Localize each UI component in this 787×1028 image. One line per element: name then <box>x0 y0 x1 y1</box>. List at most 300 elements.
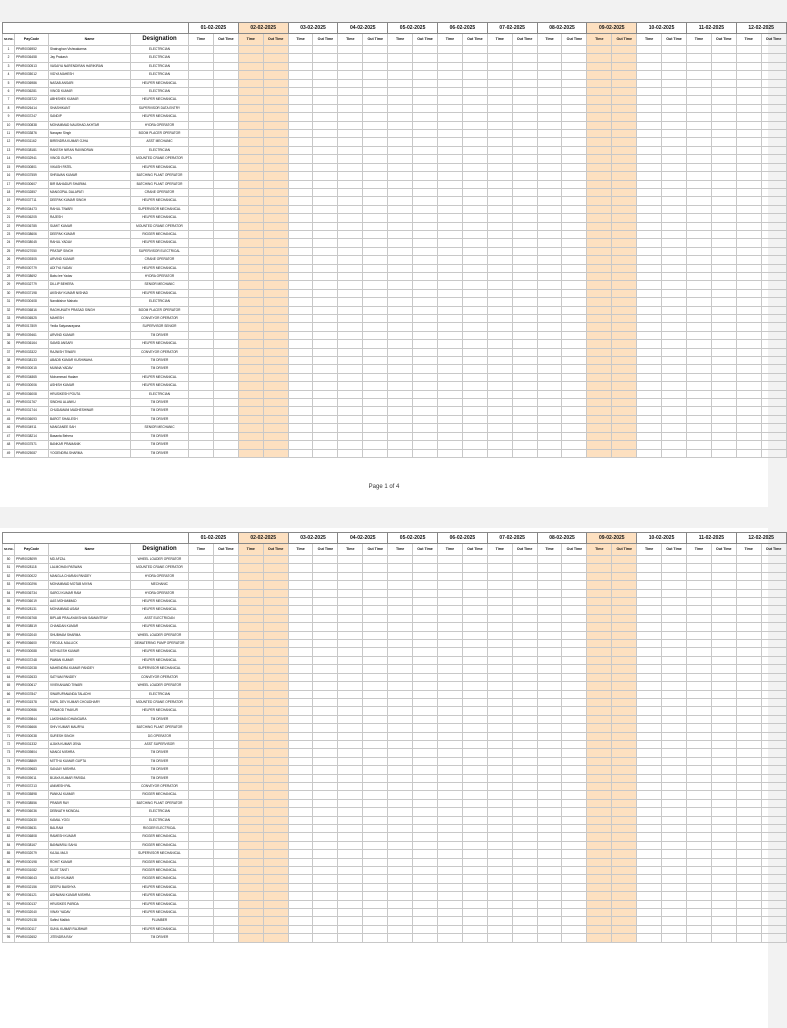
in-time-cell <box>238 365 263 373</box>
in-time-cell <box>288 715 313 723</box>
table-row <box>3 331 787 339</box>
out-time-cell <box>313 782 338 790</box>
in-time-cell <box>288 900 313 908</box>
out-time-cell <box>363 247 388 255</box>
out-time-cell <box>761 298 786 306</box>
out-time-cell <box>413 188 438 196</box>
in-time-cell <box>189 808 214 816</box>
out-time-cell <box>363 598 388 606</box>
in-time-cell <box>338 306 363 314</box>
in-time-cell <box>686 833 711 841</box>
sr-no-cell: 40 <box>3 373 15 381</box>
designation-cell: HYDRA OPERATOR <box>131 589 189 597</box>
in-time-cell <box>686 740 711 748</box>
paycode-cell: PP#R0037248 <box>15 656 49 664</box>
in-time-cell <box>736 214 761 222</box>
in-time-cell <box>238 556 263 564</box>
in-time-cell <box>238 900 263 908</box>
out-time-cell <box>462 96 487 104</box>
name-cell: RAJNISH TIWARI <box>49 348 131 356</box>
column-header-row <box>3 34 787 46</box>
out-time-cell <box>413 808 438 816</box>
out-time-cell <box>662 449 687 457</box>
out-time-cell <box>413 172 438 180</box>
sr-no-cell: 27 <box>3 264 15 272</box>
out-time-cell <box>711 432 736 440</box>
designation-cell: ELECTRICIAN <box>131 54 189 62</box>
out-time-cell <box>462 247 487 255</box>
date-header: 07-02-2025 <box>487 23 537 34</box>
in-time-cell <box>437 732 462 740</box>
in-time-cell <box>487 146 512 154</box>
out-time-cell <box>711 934 736 942</box>
in-time-cell <box>338 62 363 70</box>
sr-no-cell: 33 <box>3 315 15 323</box>
table-row <box>3 62 787 70</box>
in-time-cell <box>637 365 662 373</box>
out-time-cell <box>562 925 587 933</box>
table-row <box>3 382 787 390</box>
in-time-cell <box>587 757 612 765</box>
out-time-cell <box>462 766 487 774</box>
out-time-cell <box>462 589 487 597</box>
out-time-cell <box>512 180 537 188</box>
out-time-cell <box>612 130 637 138</box>
out-time-cell <box>313 256 338 264</box>
in-time-cell <box>736 399 761 407</box>
sr-no-cell: 6 <box>3 88 15 96</box>
out-time-cell <box>462 816 487 824</box>
in-time-cell <box>388 648 413 656</box>
sr-no-cell: 35 <box>3 331 15 339</box>
in-time-cell <box>338 673 363 681</box>
out-time-cell <box>662 315 687 323</box>
out-time-cell <box>462 850 487 858</box>
out-time-cell <box>562 892 587 900</box>
out-time-cell <box>363 850 388 858</box>
in-time-cell <box>238 808 263 816</box>
out-time-cell <box>711 673 736 681</box>
out-time-cell <box>462 424 487 432</box>
out-time-cell <box>363 867 388 875</box>
in-time-cell <box>487 816 512 824</box>
out-time-cell <box>313 656 338 664</box>
time-header: Time <box>587 544 612 556</box>
out-time-cell <box>263 357 288 365</box>
out-time-cell <box>263 315 288 323</box>
out-time-cell <box>761 146 786 154</box>
in-time-cell <box>736 172 761 180</box>
out-time-cell <box>413 113 438 121</box>
out-time-cell <box>562 598 587 606</box>
out-time-cell <box>761 256 786 264</box>
table-row <box>3 264 787 272</box>
out-time-cell <box>363 289 388 297</box>
name-cell: ARVIND KUMAR <box>49 256 131 264</box>
out-time-cell <box>413 298 438 306</box>
sr-no-cell: 61 <box>3 648 15 656</box>
in-time-cell <box>437 673 462 681</box>
out-time-cell <box>263 732 288 740</box>
in-time-cell <box>587 289 612 297</box>
in-time-cell <box>736 816 761 824</box>
in-time-cell <box>189 54 214 62</box>
out-time-cell <box>213 715 238 723</box>
out-time-cell <box>363 883 388 891</box>
out-time-cell <box>711 188 736 196</box>
in-time-cell <box>437 749 462 757</box>
designation-cell: RIGGER MECHANICAL <box>131 833 189 841</box>
out-time-cell <box>313 146 338 154</box>
out-time-cell <box>263 707 288 715</box>
designation-cell: TM DRIVER <box>131 331 189 339</box>
in-time-cell <box>189 96 214 104</box>
name-cell: RAGHUNATH PRASAD SINGH <box>49 306 131 314</box>
in-time-cell <box>338 640 363 648</box>
in-time-cell <box>388 606 413 614</box>
sr-no-cell: 32 <box>3 306 15 314</box>
in-time-cell <box>437 715 462 723</box>
out-time-cell <box>462 130 487 138</box>
sr-no-cell: 57 <box>3 614 15 622</box>
in-time-cell <box>736 407 761 415</box>
sr-no-cell: 68 <box>3 707 15 715</box>
in-time-cell <box>686 690 711 698</box>
in-time-cell <box>487 256 512 264</box>
in-time-cell <box>288 614 313 622</box>
in-time-cell <box>437 449 462 457</box>
out-time-cell <box>562 556 587 564</box>
table-row <box>3 917 787 925</box>
in-time-cell <box>189 239 214 247</box>
out-time-cell <box>761 682 786 690</box>
out-time-cell <box>263 214 288 222</box>
in-time-cell <box>537 900 562 908</box>
out-time-cell <box>512 432 537 440</box>
name-cell: DEEPAK KUMAR <box>49 230 131 238</box>
designation-cell: SUPERVISOR MECHANICAL <box>131 205 189 213</box>
out-time-cell <box>562 917 587 925</box>
out-time-cell <box>612 46 637 54</box>
out-time-cell <box>562 766 587 774</box>
in-time-cell <box>537 648 562 656</box>
out-time-cell <box>711 130 736 138</box>
time-header: Time <box>288 544 313 556</box>
in-time-cell <box>637 614 662 622</box>
out-time-cell <box>213 298 238 306</box>
out-time-cell <box>462 71 487 79</box>
in-time-cell <box>238 71 263 79</box>
in-time-cell <box>736 71 761 79</box>
paycode-cell: PP#R0030198 <box>15 858 49 866</box>
in-time-cell <box>338 239 363 247</box>
table-row <box>3 749 787 757</box>
in-time-cell <box>338 104 363 112</box>
out-time-cell <box>413 799 438 807</box>
in-time-cell <box>487 348 512 356</box>
out-time-cell <box>512 113 537 121</box>
paycode-cell: PP#R0038214 <box>15 432 49 440</box>
out-time-cell <box>562 833 587 841</box>
in-time-cell <box>189 564 214 572</box>
designation-cell: WHEEL LOADER OPERATOR <box>131 682 189 690</box>
name-cell: NASAB ANSARI <box>49 79 131 87</box>
in-time-cell <box>686 357 711 365</box>
table-row <box>3 323 787 331</box>
in-time-cell <box>388 883 413 891</box>
in-time-cell <box>686 867 711 875</box>
out-time-cell <box>213 340 238 348</box>
out-time-cell <box>462 407 487 415</box>
in-time-cell <box>437 390 462 398</box>
sr-no-cell: 11 <box>3 130 15 138</box>
sr-no-cell: 39 <box>3 365 15 373</box>
out-time-cell <box>711 598 736 606</box>
out-time-cell <box>263 925 288 933</box>
in-time-cell <box>238 841 263 849</box>
in-time-cell <box>537 88 562 96</box>
table-row <box>3 441 787 449</box>
in-time-cell <box>388 113 413 121</box>
in-time-cell <box>736 833 761 841</box>
out-time-cell <box>363 556 388 564</box>
name-cell: HRUSIKESH POUTA <box>49 390 131 398</box>
in-time-cell <box>487 825 512 833</box>
out-time-cell <box>662 348 687 356</box>
name-cell: BIJAYA KUMAR PARIDA <box>49 774 131 782</box>
in-time-cell <box>189 724 214 732</box>
in-time-cell <box>686 774 711 782</box>
out-time-cell <box>313 606 338 614</box>
in-time-cell <box>736 424 761 432</box>
out-time-cell <box>462 909 487 917</box>
out-time-cell <box>462 715 487 723</box>
in-time-cell <box>686 272 711 280</box>
time-header: Time <box>388 34 413 46</box>
in-time-cell <box>686 883 711 891</box>
out-time-cell <box>711 441 736 449</box>
table-row <box>3 799 787 807</box>
out-time-cell <box>562 589 587 597</box>
out-time-cell <box>213 272 238 280</box>
paycode-cell: PP#R0034865 <box>15 373 49 381</box>
in-time-cell <box>637 598 662 606</box>
in-time-cell <box>537 909 562 917</box>
out-time-cell <box>213 432 238 440</box>
out-time-cell <box>761 732 786 740</box>
out-time-header: Out Time <box>761 544 786 556</box>
in-time-cell <box>288 424 313 432</box>
out-time-cell <box>413 640 438 648</box>
in-time-cell <box>388 892 413 900</box>
in-time-cell <box>487 407 512 415</box>
in-time-cell <box>388 146 413 154</box>
in-time-cell <box>388 424 413 432</box>
table-row <box>3 892 787 900</box>
in-time-cell <box>288 415 313 423</box>
out-time-cell <box>413 130 438 138</box>
date-header-row <box>3 533 787 544</box>
out-time-cell <box>761 749 786 757</box>
in-time-cell <box>189 707 214 715</box>
out-time-cell <box>711 724 736 732</box>
out-time-cell <box>413 724 438 732</box>
in-time-cell <box>189 690 214 698</box>
out-time-cell <box>711 298 736 306</box>
table-row <box>3 909 787 917</box>
in-time-cell <box>388 272 413 280</box>
paycode-cell: PP#R0038519 <box>15 623 49 631</box>
in-time-cell <box>537 572 562 580</box>
in-time-cell <box>338 707 363 715</box>
in-time-cell <box>189 180 214 188</box>
in-time-cell <box>288 698 313 706</box>
out-time-cell <box>761 323 786 331</box>
in-time-cell <box>686 340 711 348</box>
in-time-cell <box>238 88 263 96</box>
name-cell: SUJIT TANTI <box>49 867 131 875</box>
table-row <box>3 138 787 146</box>
out-time-cell <box>263 298 288 306</box>
out-time-cell <box>263 449 288 457</box>
table-row <box>3 631 787 639</box>
in-time-cell <box>487 214 512 222</box>
out-time-cell <box>313 572 338 580</box>
in-time-cell <box>736 239 761 247</box>
paycode-cell: PP#R0029138 <box>15 917 49 925</box>
out-time-cell <box>313 424 338 432</box>
paycode-cell: PP#R0036785 <box>15 222 49 230</box>
in-time-cell <box>338 390 363 398</box>
out-time-cell <box>562 163 587 171</box>
in-time-cell <box>288 850 313 858</box>
out-time-cell <box>363 79 388 87</box>
out-time-cell <box>612 766 637 774</box>
in-time-cell <box>238 715 263 723</box>
in-time-cell <box>537 799 562 807</box>
out-time-cell <box>662 724 687 732</box>
time-header: Time <box>437 34 462 46</box>
out-time-cell <box>761 673 786 681</box>
in-time-cell <box>189 130 214 138</box>
in-time-cell <box>686 825 711 833</box>
in-time-cell <box>587 357 612 365</box>
in-time-cell <box>437 79 462 87</box>
in-time-cell <box>537 121 562 129</box>
out-time-cell <box>313 875 338 883</box>
out-time-cell <box>213 648 238 656</box>
in-time-cell <box>338 46 363 54</box>
out-time-cell <box>363 875 388 883</box>
in-time-cell <box>487 900 512 908</box>
out-time-cell <box>263 606 288 614</box>
table-row <box>3 272 787 280</box>
in-time-cell <box>487 598 512 606</box>
in-time-cell <box>637 272 662 280</box>
in-time-cell <box>487 909 512 917</box>
in-time-cell <box>537 415 562 423</box>
out-time-cell <box>462 62 487 70</box>
in-time-cell <box>686 665 711 673</box>
in-time-cell <box>189 934 214 942</box>
out-time-cell <box>512 62 537 70</box>
date-header-row <box>3 23 787 34</box>
out-time-cell <box>313 648 338 656</box>
in-time-cell <box>189 715 214 723</box>
designation-cell: PLUMBER <box>131 917 189 925</box>
sr-no-cell: 52 <box>3 572 15 580</box>
paycode-cell: PP#R0034473 <box>15 205 49 213</box>
name-cell: SANJAY MISHRA <box>49 766 131 774</box>
in-time-cell <box>487 589 512 597</box>
out-time-cell <box>413 281 438 289</box>
out-time-cell <box>512 749 537 757</box>
out-time-cell <box>761 71 786 79</box>
out-time-cell <box>413 54 438 62</box>
designation-cell: MOUNTED CRANE OPERATOR <box>131 564 189 572</box>
in-time-cell <box>288 892 313 900</box>
in-time-cell <box>587 407 612 415</box>
time-header: Time <box>238 544 263 556</box>
in-time-cell <box>736 340 761 348</box>
out-time-cell <box>711 46 736 54</box>
designation-cell: HYDRA OPERATOR <box>131 572 189 580</box>
table-row <box>3 222 787 230</box>
table-row <box>3 449 787 457</box>
in-time-cell <box>338 432 363 440</box>
in-time-cell <box>637 357 662 365</box>
out-time-cell <box>562 130 587 138</box>
out-time-cell <box>612 883 637 891</box>
in-time-cell <box>686 900 711 908</box>
out-time-header: Out Time <box>612 544 637 556</box>
out-time-cell <box>711 104 736 112</box>
in-time-cell <box>338 113 363 121</box>
in-time-cell <box>537 757 562 765</box>
designation-cell: WHEEL LOADER OPERATOR <box>131 631 189 639</box>
in-time-cell <box>338 909 363 917</box>
out-time-cell <box>512 331 537 339</box>
out-time-cell <box>662 564 687 572</box>
out-time-cell <box>512 357 537 365</box>
out-time-cell <box>213 230 238 238</box>
out-time-cell <box>213 589 238 597</box>
out-time-cell <box>213 205 238 213</box>
out-time-cell <box>413 71 438 79</box>
out-time-header: Out Time <box>512 544 537 556</box>
in-time-cell <box>637 214 662 222</box>
out-time-cell <box>462 606 487 614</box>
out-time-cell <box>263 589 288 597</box>
in-time-cell <box>338 146 363 154</box>
out-time-cell <box>711 205 736 213</box>
in-time-cell <box>587 715 612 723</box>
in-time-cell <box>587 656 612 664</box>
out-time-cell <box>512 96 537 104</box>
name-cell: AJAYA KUMAR JENA <box>49 740 131 748</box>
in-time-cell <box>686 323 711 331</box>
out-time-cell <box>363 348 388 356</box>
out-time-cell <box>263 399 288 407</box>
in-time-cell <box>537 816 562 824</box>
in-time-cell <box>736 850 761 858</box>
in-time-cell <box>587 833 612 841</box>
out-time-cell <box>313 357 338 365</box>
name-cell: ANIMESH PAL <box>49 782 131 790</box>
out-time-cell <box>761 799 786 807</box>
out-time-cell <box>612 180 637 188</box>
out-time-cell <box>662 589 687 597</box>
